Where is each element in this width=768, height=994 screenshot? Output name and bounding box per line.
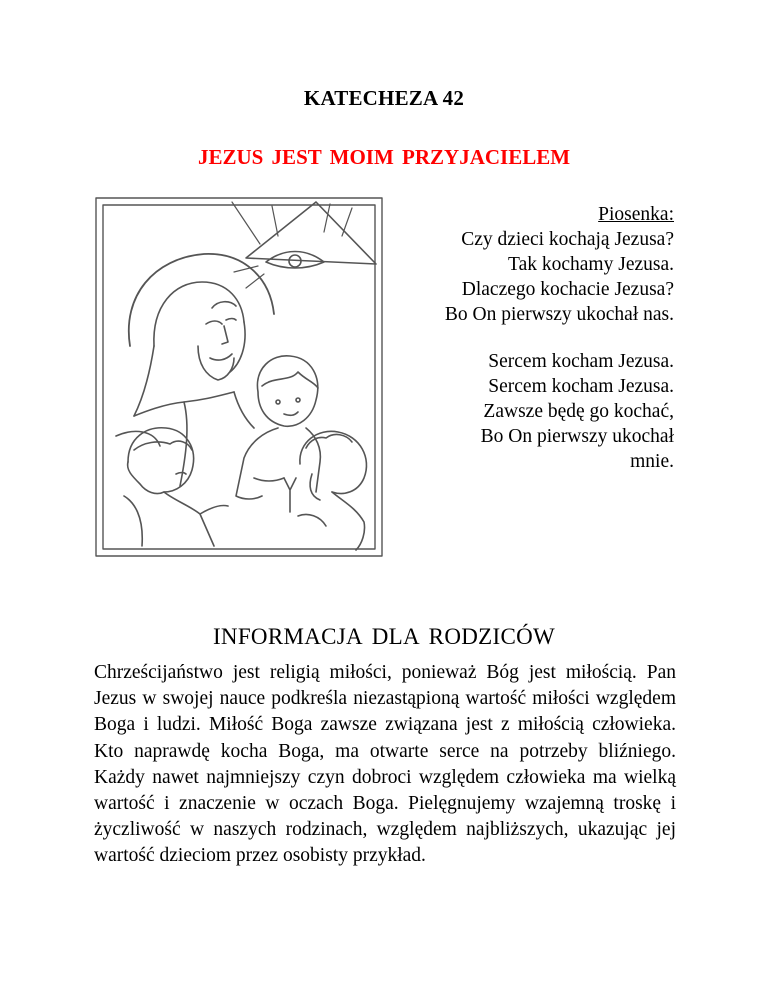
song-line: Dlaczego kochacie Jezusa? [461, 279, 674, 300]
song-line: mnie. [630, 451, 674, 472]
lesson-subtitle: JEZUS JEST MOIM PRZYJACIELEM [197, 145, 571, 169]
info-paragraph: Chrześcijaństwo jest religią miłości, ponieważ Bóg jest miłością. Pan Jezus w swojej nauce podkreśla niezastąpioną wartość miłości względem Boga i ludzi. Miłość Boga zawsze związana jest z miłością człowieka. Kto naprawdę kocha Boga, ma otwarte serce na potrzeby bliźniego. Każdy nawet najmniejszy czyn dobroci względem człowieka ma wielką wartość i znaczenie w oczach Boga. Pielęgnujemy wzajemną troskę i życzliwość w naszych rodzinach, względem najbliższych, ukazując jej wartość dzieciom przez osobisty przykład. [94, 662, 676, 867]
song-line: Sercem kocham Jezusa. [488, 376, 674, 397]
illustration [94, 196, 384, 563]
verse-gap [354, 327, 674, 349]
jesus-with-children-icon [94, 196, 384, 558]
song-line: Bo On pierwszy ukochał [480, 426, 674, 447]
song-block [354, 202, 674, 474]
section-heading: INFORMACJA DLA RODZICÓW [212, 624, 556, 649]
song-line: Czy dzieci kochają Jezusa? [461, 229, 674, 250]
song-line: Tak kochamy Jezusa. [508, 254, 674, 275]
song-line: Zawsze będę go kochać, [483, 401, 674, 422]
page-title: KATECHEZA 42 [303, 86, 465, 110]
song-label: Piosenka: [598, 204, 674, 225]
song-line: Sercem kocham Jezusa. [488, 351, 674, 372]
song-line: Bo On pierwszy ukochał nas. [444, 304, 674, 325]
